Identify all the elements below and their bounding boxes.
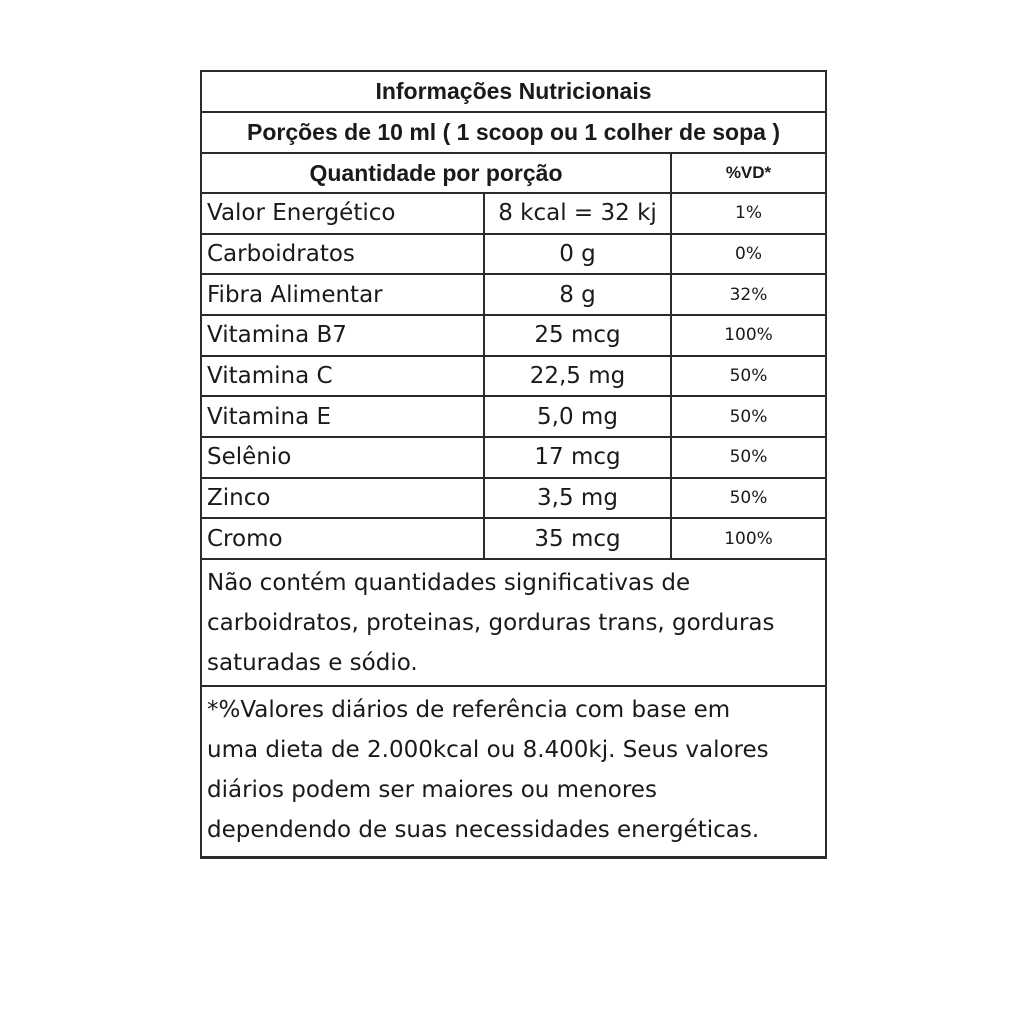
nutrient-amount: 25 mcg (483, 316, 670, 355)
nutrient-amount: 3,5 mg (483, 479, 670, 518)
footnote-line: uma dieta de 2.000kcal ou 8.400kj. Seus valores (207, 737, 769, 763)
nutrient-amount: 22,5 mg (483, 357, 670, 396)
nutrient-daily-value: 100% (670, 519, 825, 558)
nutrient-amount: 8 kcal = 32 kj (483, 194, 670, 233)
disclaimer-line: carboidratos, proteinas, gorduras trans, gorduras (207, 610, 775, 636)
nutrient-daily-value: 100% (670, 316, 825, 355)
nutrient-amount: 8 g (483, 275, 670, 314)
table-row (202, 275, 825, 316)
footnote-row (202, 687, 825, 859)
nutrient-name: Valor Energético (207, 200, 396, 227)
table-title: Informações Nutricionais (375, 78, 652, 104)
footnote-line: diários podem ser maiores ou menores (207, 777, 657, 803)
nutrient-amount: 5,0 mg (483, 397, 670, 436)
vd-header: %VD* (670, 154, 825, 192)
nutrient-daily-value: 50% (670, 357, 825, 396)
column-header-row (202, 154, 825, 194)
table-row (202, 397, 825, 438)
disclaimer-text (207, 563, 819, 683)
nutrient-amount: 35 mcg (483, 519, 670, 558)
nutrient-daily-value: 0% (670, 235, 825, 274)
footnote-line: dependendo de suas necessidades energéticas. (207, 817, 760, 843)
nutrient-daily-value: 50% (670, 479, 825, 518)
nutrient-amount: 17 mcg (483, 438, 670, 477)
quantity-header: Quantidade por porção (309, 159, 563, 186)
nutrient-name: Vitamina C (207, 363, 333, 389)
nutrient-name: Vitamina E (207, 403, 332, 430)
disclaimer-row (202, 560, 825, 687)
nutrient-name: Cromo (207, 525, 283, 552)
table-row (202, 194, 825, 235)
footnote-line: *%Valores diários de referência com base em (207, 697, 731, 723)
nutrient-name: Fibra Alimentar (207, 281, 383, 308)
table-row (202, 357, 825, 398)
nutrient-amount: 0 g (483, 235, 670, 274)
table-row (202, 479, 825, 520)
nutrient-name: Vitamina B7 (207, 322, 347, 349)
table-row (202, 519, 825, 560)
disclaimer-line: Não contém quantidades significativas de (207, 570, 691, 596)
table-row (202, 235, 825, 276)
nutrient-daily-value: 1% (670, 194, 825, 233)
nutrition-facts-table (200, 70, 827, 859)
table-row (202, 438, 825, 479)
serving-size: Porções de 10 ml ( 1 scoop ou 1 colher de sopa ) (247, 119, 780, 145)
table-row (202, 316, 825, 357)
nutrient-name: Selênio (207, 444, 292, 471)
nutrient-name: Carboidratos (207, 240, 355, 267)
nutrient-name: Zinco (207, 485, 271, 512)
nutrient-daily-value: 32% (670, 275, 825, 314)
serving-size-row (202, 113, 825, 154)
table-title-row (202, 72, 825, 113)
footnote-text (207, 690, 819, 850)
disclaimer-line: saturadas e sódio. (207, 650, 418, 676)
nutrient-daily-value: 50% (670, 438, 825, 477)
nutrient-daily-value: 50% (670, 397, 825, 436)
